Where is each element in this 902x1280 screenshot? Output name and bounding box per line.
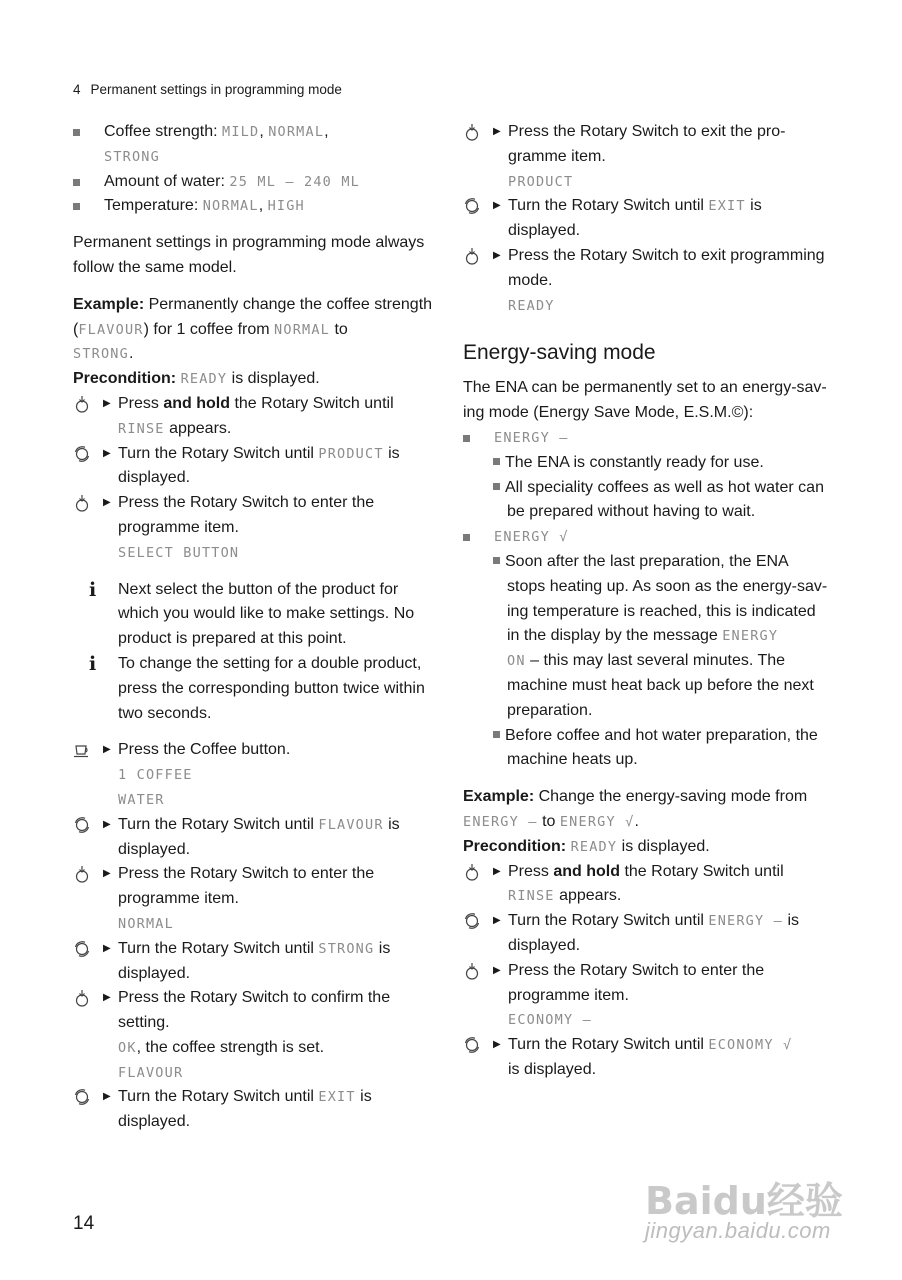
step-arrow-icon: ▶ [493, 964, 501, 976]
step-turn-to-product: ▶ Turn the Rotary Switch until PRODUCT is [73, 442, 445, 467]
rotary-turn-icon [73, 1088, 91, 1106]
bullet-square [463, 435, 470, 442]
bullet-coffee-strength: Coffee strength: MILD, NORMAL, [73, 120, 445, 145]
intro-paragraph: ing mode (Energy Save Mode, E.S.M.©): [463, 404, 754, 422]
bullet-temperature: Temperature: NORMAL, HIGH [73, 194, 445, 219]
info-icon: i [89, 652, 97, 675]
info-note: i Next select the button of the product for [89, 578, 399, 601]
intro-paragraph: Permanent settings in programming mode always [73, 234, 425, 252]
precondition: Precondition: READY is displayed. [73, 370, 320, 388]
step-confirm-setting: ▶ Press the Rotary Switch to confirm the [73, 986, 445, 1011]
watermark-url: jingyan.baidu.com [645, 1218, 831, 1243]
step-arrow-icon: ▶ [103, 818, 111, 830]
bullet-amount-of-water: Amount of water: 25 ML – 240 ML [73, 170, 445, 195]
step-turn-to-strong: ▶ Turn the Rotary Switch until STRONG is [73, 937, 445, 962]
step-turn-to-economy: ▶ Turn the Rotary Switch until ECONOMY √ [463, 1033, 835, 1058]
display-message: PRODUCT [508, 173, 574, 190]
step-exit-programming: ▶ Press the Rotary Switch to exit programming [463, 244, 835, 269]
rotary-turn-icon [73, 816, 91, 834]
bullet-square [463, 534, 470, 541]
rotary-turn-icon [463, 1036, 481, 1054]
mode-energy-on: ENERGY √ [463, 525, 835, 550]
step-arrow-icon: ▶ [493, 249, 501, 261]
step-arrow-icon: ▶ [493, 126, 501, 137]
chapter-title: Permanent settings in programming mode [90, 82, 342, 97]
step-exit-programme-item: ▶ Press the Rotary Switch to exit the pro- [463, 120, 835, 145]
bullet-square [73, 203, 80, 210]
rotary-press-icon [73, 395, 91, 413]
rotary-press-icon [73, 865, 91, 883]
example-line: STRONG. [73, 345, 134, 363]
example-line: ENERGY – to ENERGY √. [463, 812, 639, 830]
example-line: (FLAVOUR) for 1 coffee from NORMAL to [73, 320, 348, 338]
display-message: WATER [118, 791, 165, 808]
step-arrow-icon: ▶ [103, 744, 111, 756]
sub-bullet: The ENA is constantly ready for use. [463, 451, 835, 476]
section-heading: Energy-saving mode [463, 341, 656, 365]
info-note: i To change the setting for a double product, [89, 652, 422, 675]
rotary-press-icon [73, 989, 91, 1007]
step-press-and-hold: ▶ Press and hold the Rotary Switch until [73, 392, 445, 417]
step-arrow-icon: ▶ [103, 1091, 111, 1103]
page-number: 14 [73, 1213, 95, 1234]
rotary-press-icon [463, 863, 481, 881]
rotary-turn-icon [73, 445, 91, 463]
coffee-cup-icon [73, 741, 91, 759]
sub-bullet: Soon after the last preparation, the ENA [463, 550, 835, 575]
step-arrow-icon: ▶ [103, 397, 111, 409]
step-arrow-icon: ▶ [103, 868, 111, 880]
bullet-square [73, 129, 80, 136]
mode-energy-off: ENERGY – [463, 426, 835, 451]
rotary-turn-icon [463, 912, 481, 930]
step-arrow-icon: ▶ [493, 915, 501, 927]
display-message: NORMAL [118, 915, 174, 932]
step-turn-to-flavour: ▶ Turn the Rotary Switch until FLAVOUR is [73, 813, 445, 838]
step-arrow-icon: ▶ [103, 447, 111, 459]
rotary-press-icon [463, 247, 481, 265]
left-column: Coffee strength: MILD, NORMAL, STRONG Amount of water: 25 ML – 240 ML Temperature: NORMAL, HIGH Permanent settings in programming mode always follow the same model. Example: Permanently change the coffee strength (FLAVOUR) for 1 coffee from NORMAL to STRONG. Precondition: READY is displayed. ▶ Press and hold the Rotary Switch until RINSE appears. ▶ Turn the Rotary Switch until PRODUCT is displayed. ▶ Press the Rotary Switch to enter the programme item. SELECT BUTTON i Next select the button of the product for which you would like to make settings. No product is prepared at this point. i To change the setting for a double product, press the corresponding button twice within two seconds. ▶ Press the Coffee button. 1 COFFEE WATER ▶ Turn the Rotary Switch until FLAVOUR is displayed. ▶ Press the Rotary Switch to enter the programme item. NORMAL ▶ Turn the Rotary Switch until STRONG is displayed. ▶ Press the Rotary Switch to confirm the setting. OK, the coffee strength is set. FLAVOUR ▶ Turn the Rotary Switch until EXIT is displayed. [73, 120, 445, 1135]
chapter-number: 4 [73, 82, 81, 97]
step-enter-programme-item: ▶ Press the Rotary Switch to enter the [73, 862, 445, 887]
bullet-coffee-strength-cont: STRONG [104, 148, 160, 165]
step-press-and-hold: ▶ Press and hold the Rotary Switch until [463, 860, 835, 885]
display-message: ECONOMY – [508, 1012, 592, 1029]
step-arrow-icon: ▶ [103, 992, 111, 1004]
display-message: FLAVOUR [118, 1064, 184, 1081]
step-enter-programme-item: ▶ Press the Rotary Switch to enter the [73, 491, 445, 516]
rotary-press-icon [73, 494, 91, 512]
intro-paragraph: follow the same model. [73, 258, 237, 276]
step-enter-programme-item: ▶ Press the Rotary Switch to enter the [463, 959, 835, 984]
example-line: Example: Permanently change the coffee strength [73, 295, 433, 313]
step-turn-to-exit: ▶ Turn the Rotary Switch until EXIT is [463, 194, 835, 219]
rotary-press-icon [463, 962, 481, 980]
intro-paragraph: The ENA can be permanently set to an energy-sav- [463, 379, 827, 397]
step-arrow-icon: ▶ [493, 865, 501, 877]
display-message: READY [508, 297, 555, 314]
rotary-turn-icon [463, 197, 481, 215]
rotary-turn-icon [73, 940, 91, 958]
display-message: SELECT BUTTON [118, 544, 240, 561]
chapter-header [73, 82, 342, 97]
display-message: 1 COFFEE [118, 767, 193, 784]
sub-bullet: Before coffee and hot water preparation, the [463, 724, 835, 749]
step-arrow-icon: ▶ [493, 1039, 501, 1051]
precondition: Precondition: READY is displayed. [463, 837, 710, 855]
step-turn-to-exit: ▶ Turn the Rotary Switch until EXIT is [73, 1085, 445, 1110]
step-press-coffee: ▶ Press the Coffee button. [73, 738, 445, 763]
right-column: ▶ Press the Rotary Switch to exit the pro- gramme item. PRODUCT ▶ Turn the Rotary Switch until EXIT is displayed. ▶ Press the Rotary Switch to exit programming mode. READY Energy-saving mode The ENA can be permanently set to an energy-sav- ing mode (Energy Save Mode, E.S.M.©): ENERGY – The ENA is constantly ready for use. All speciality coffees as well as hot water can be prepared without having to wait. ENERGY √ Soon after the last preparation, the ENA stops heating up. As soon as the energy-sav- ing temperature is reached, this is indicated in the display by the message ENERGY ON – this may last several minutes. The machine must heat back up before the next preparation. Before coffee and hot water preparation, the machine heats up. Example: Change the energy-saving mode from ENERGY – to ENERGY √. Precondition: READY is displayed. ▶ Press and hold the Rotary Switch until RINSE appears. ▶ Turn the Rotary Switch until ENERGY – is displayed. ▶ Press the Rotary Switch to enter the programme item. ECONOMY – ▶ Turn the Rotary Switch until ECONOMY √ is displayed. [463, 120, 835, 1083]
example-line: Example: Change the energy-saving mode from [463, 788, 808, 806]
step-arrow-icon: ▶ [493, 200, 501, 212]
step-turn-to-energy: ▶ Turn the Rotary Switch until ENERGY – is [463, 909, 835, 934]
watermark-logo: Baidu经验 [645, 1179, 843, 1223]
bullet-square [73, 179, 80, 186]
step-arrow-icon: ▶ [103, 497, 111, 509]
rotary-press-icon [463, 123, 481, 141]
info-icon: i [89, 578, 97, 601]
step-arrow-icon: ▶ [103, 942, 111, 954]
sub-bullet: All speciality coffees as well as hot water can [463, 476, 835, 501]
